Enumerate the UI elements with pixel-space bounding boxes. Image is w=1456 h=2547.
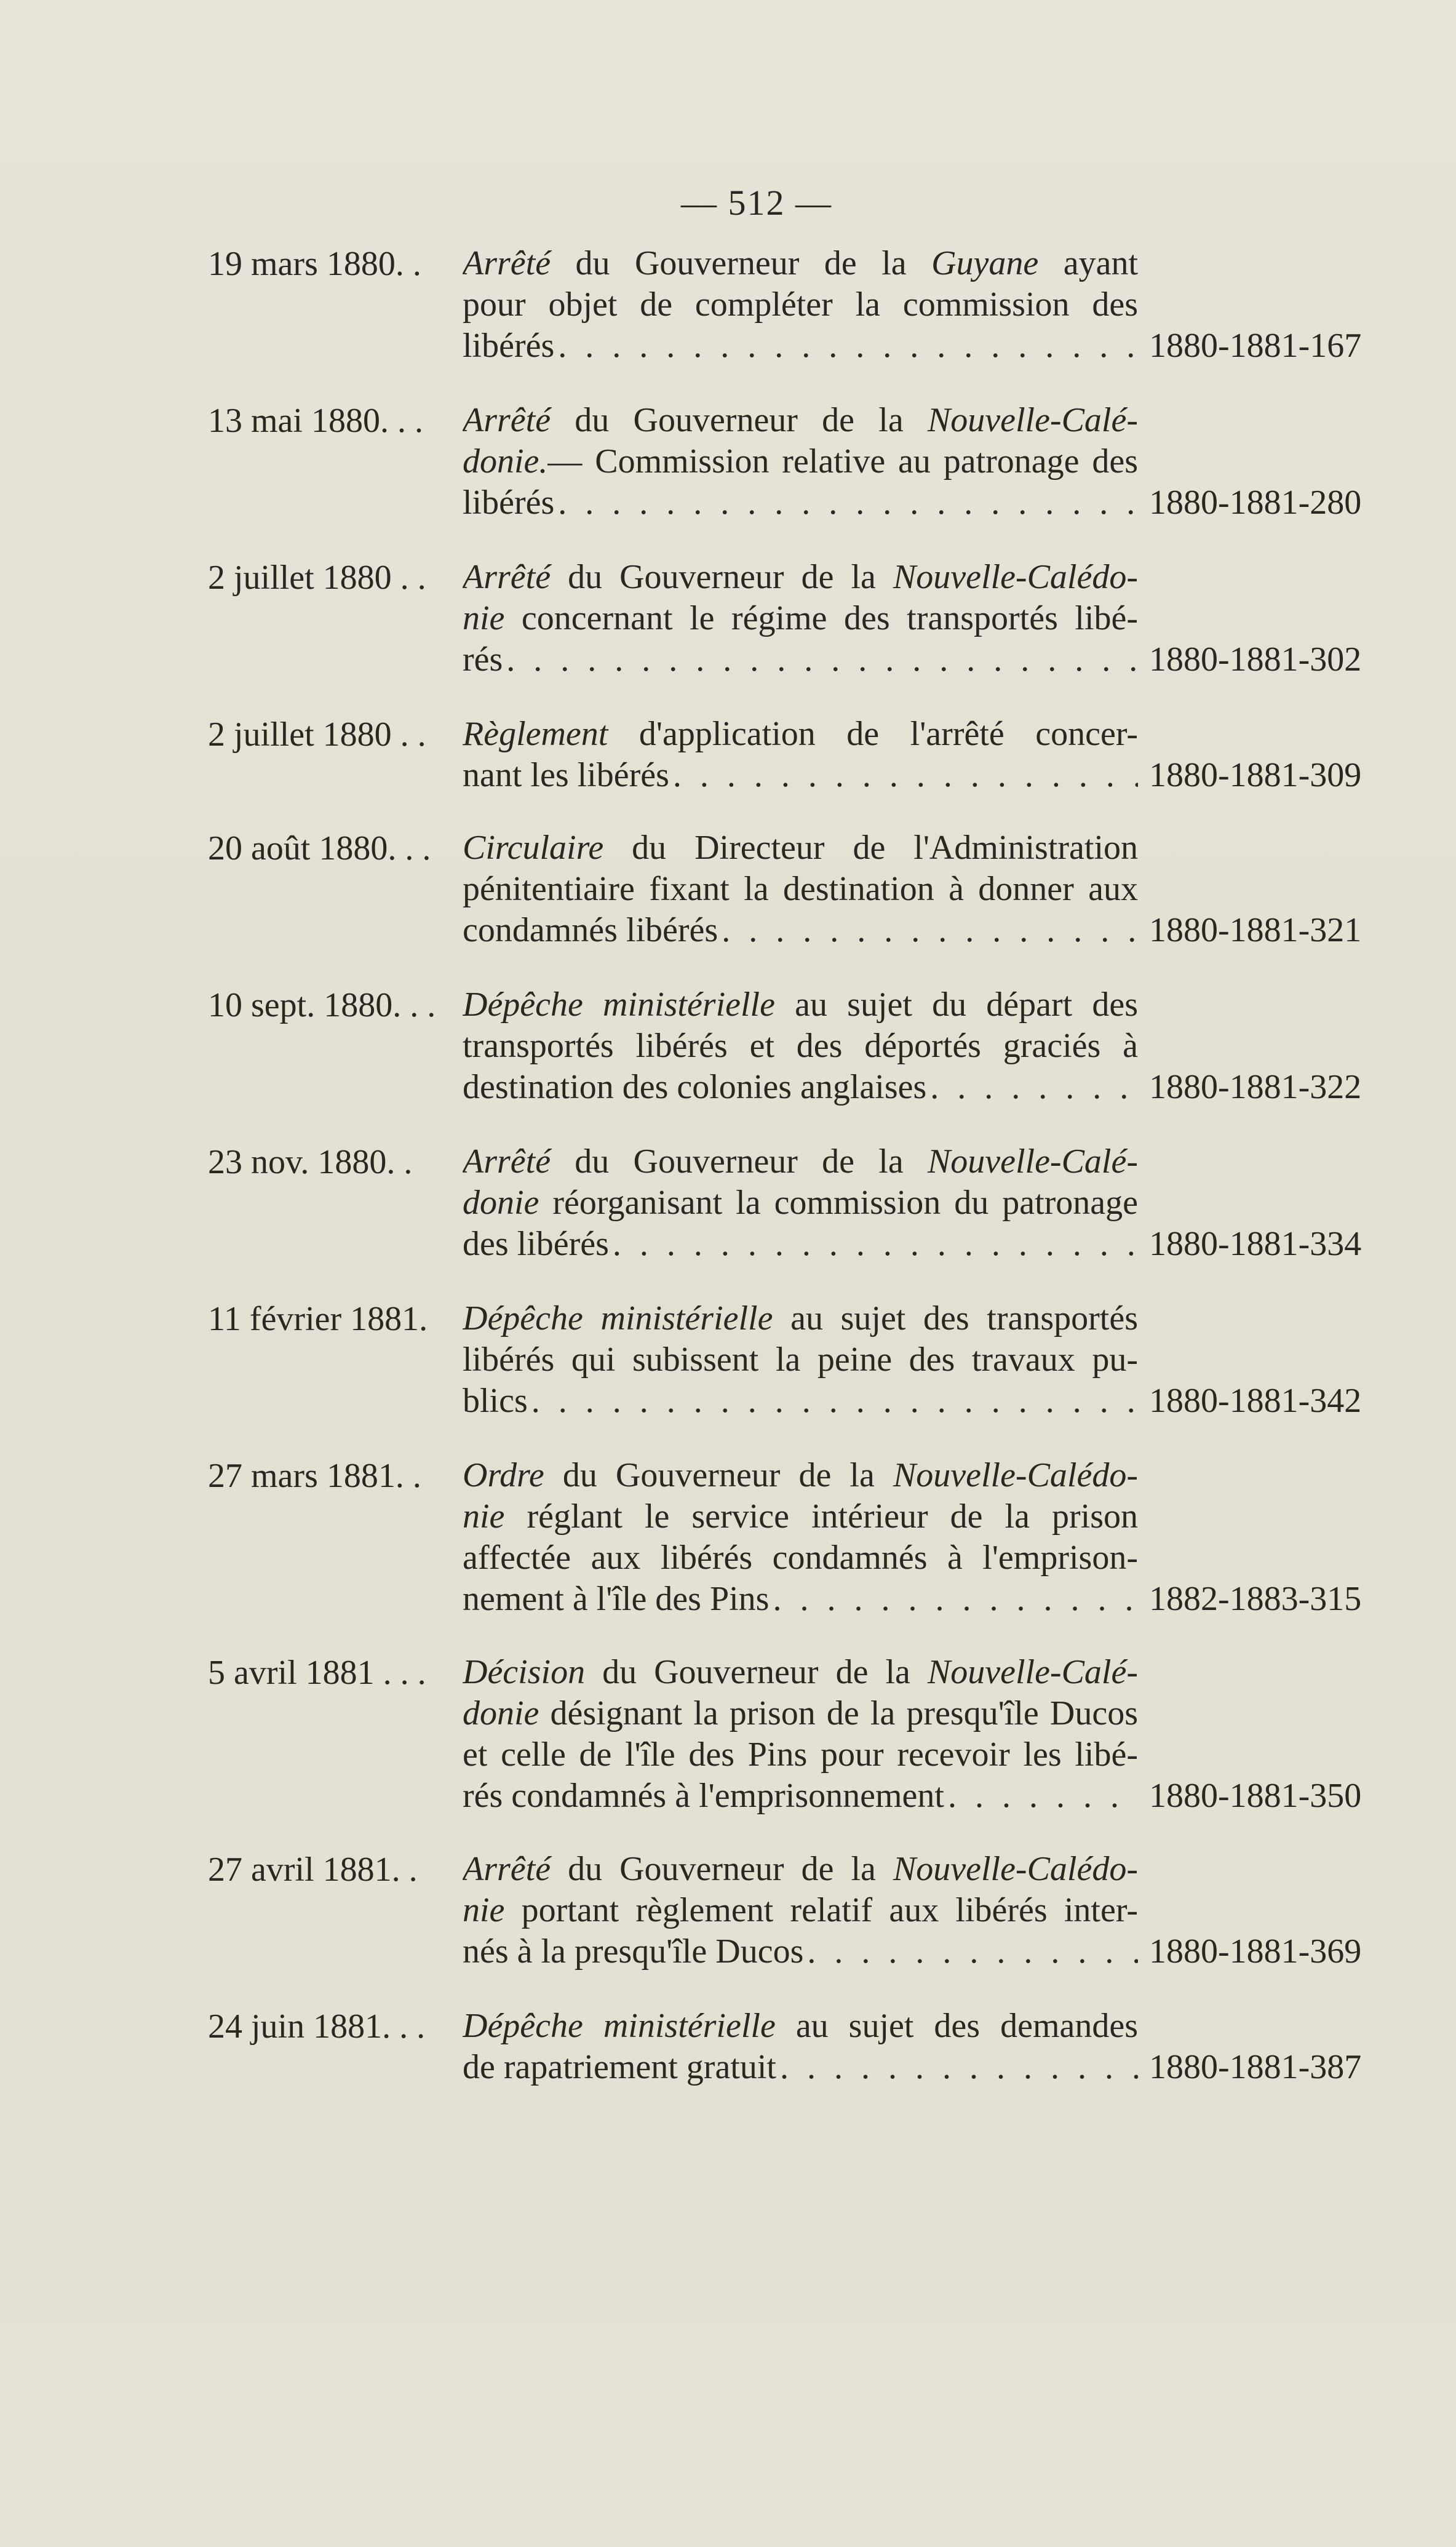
- entry-line: Ordre du Gouverneur de la Nouvelle-Calédo-: [463, 1456, 1138, 1494]
- entry-line: nie portant règlement relatif aux libérés inter-: [463, 1891, 1138, 1929]
- entry-line: transportés libérés et des déportés graciés à: [463, 1027, 1138, 1065]
- entry-line: pénitentiaire fixant la destination à donner aux: [463, 870, 1138, 908]
- entry-line: et celle de l'île des Pins pour recevoir les libé-: [463, 1736, 1138, 1774]
- entry-date: 27 avril 1881. .: [208, 1851, 418, 1889]
- entry-line: Dépêche ministérielle au sujet des demandes: [463, 2007, 1138, 2045]
- entry-description: [463, 1652, 1138, 1817]
- entry-line: condamnés libérés . . .: [463, 910, 1138, 951]
- entry-line: Arrêté du Gouverneur de la Nouvelle-Calédo-: [463, 558, 1138, 596]
- entry-line: nie concernant le régime des transportés libé-: [463, 599, 1138, 637]
- entry-description: [463, 984, 1138, 1108]
- entry-line: de rapatriement gratuit . . .: [463, 2047, 1138, 2088]
- entry-description: [463, 557, 1138, 680]
- entry-description: [463, 1298, 1138, 1422]
- entry-description: [463, 1141, 1138, 1265]
- entry-date: 27 mars 1881. .: [208, 1457, 421, 1495]
- dot-leader: [554, 482, 1138, 524]
- entry-line: Dépêche ministérielle au sujet du départ des: [463, 986, 1138, 1024]
- entry-line: libérés . . .: [463, 325, 1138, 367]
- dot-leader: [503, 639, 1138, 680]
- entry-reference: 1880-1881-350: [1149, 1777, 1362, 1815]
- entry-line: Dépêche ministérielle au sujet des transportés: [463, 1299, 1138, 1337]
- entry-date: 11 février 1881.: [208, 1300, 428, 1338]
- entry-date: 2 juillet 1880 . .: [208, 559, 426, 597]
- entry-description: [463, 1849, 1138, 1972]
- entry-reference: 1880-1881-342: [1149, 1382, 1362, 1420]
- entry-line: libérés qui subissent la peine des travaux pu-: [463, 1341, 1138, 1379]
- entry-reference: 1880-1881-167: [1149, 327, 1362, 365]
- entry-line: libérés . . .: [463, 482, 1138, 524]
- entry-line: nant les libérés . . .: [463, 755, 1138, 796]
- entry-description: [463, 2006, 1138, 2088]
- entry-description: [463, 827, 1138, 951]
- entry-description: [463, 1455, 1138, 1620]
- entry-line: nement à l'île des Pins . . .: [463, 1579, 1138, 1620]
- page-number: — 512 —: [681, 183, 832, 223]
- entry-date: 10 sept. 1880. . .: [208, 986, 436, 1024]
- entry-reference: 1880-1881-334: [1149, 1225, 1362, 1263]
- entry-line: nie réglant le service intérieur de la prison: [463, 1497, 1138, 1536]
- entry-line: pour objet de compléter la commission des: [463, 285, 1138, 324]
- entry-line: nés à la presqu'île Ducos . . .: [463, 1931, 1138, 1972]
- entry-reference: 1880-1881-321: [1149, 911, 1362, 949]
- entry-date: 13 mai 1880. . .: [208, 402, 423, 440]
- entry-reference: 1880-1881-302: [1149, 640, 1362, 679]
- dot-leader: [803, 1931, 1138, 1972]
- entry-date: 24 juin 1881. . .: [208, 2007, 426, 2046]
- entry-line: donie réorganisant la commission du patronage: [463, 1184, 1138, 1222]
- dot-leader: [528, 1381, 1138, 1422]
- entry-line: Arrêté du Gouverneur de la Nouvelle-Calé-: [463, 1142, 1138, 1181]
- dot-leader: [926, 1067, 1138, 1108]
- entry-line: Arrêté du Gouverneur de la Guyane ayant: [463, 244, 1138, 282]
- dot-leader: [769, 1579, 1138, 1620]
- dot-leader: [609, 1224, 1138, 1265]
- dot-leader: [718, 910, 1138, 951]
- dot-leader: [554, 325, 1138, 367]
- entry-date: 5 avril 1881 . . .: [208, 1654, 426, 1692]
- entry-description: [463, 243, 1138, 367]
- entry-line: donie désignant la prison de la presqu'île Ducos: [463, 1694, 1138, 1732]
- entry-description: [463, 714, 1138, 796]
- entry-reference: 1880-1881-309: [1149, 756, 1362, 794]
- entry-date: 23 nov. 1880. .: [208, 1143, 413, 1181]
- entry-date: 20 août 1880. . .: [208, 829, 431, 867]
- entry-line: Arrêté du Gouverneur de la Nouvelle-Calédo-: [463, 1850, 1138, 1888]
- entry-line: Règlement d'application de l'arrêté concer-: [463, 715, 1138, 753]
- entry-date: 2 juillet 1880 . .: [208, 715, 426, 754]
- entry-reference: 1880-1881-322: [1149, 1068, 1362, 1106]
- entry-line: affectée aux libérés condamnés à l'emprison-: [463, 1539, 1138, 1577]
- entry-line: blics . . .: [463, 1381, 1138, 1422]
- dot-leader: [776, 2047, 1138, 2088]
- dot-leader: [944, 1776, 1138, 1817]
- entry-line: Décision du Gouverneur de la Nouvelle-Calé-: [463, 1653, 1138, 1691]
- entry-line: Arrêté du Gouverneur de la Nouvelle-Calé-: [463, 401, 1138, 439]
- entry-line: donie.— Commission relative au patronage des: [463, 442, 1138, 480]
- entry-reference: 1882-1883-315: [1149, 1580, 1362, 1618]
- entry-line: rés . . .: [463, 639, 1138, 680]
- entry-line: Circulaire du Directeur de l'Administration: [463, 829, 1138, 867]
- entry-description: [463, 400, 1138, 524]
- entry-line: rés condamnés à l'emprisonnement . . .: [463, 1776, 1138, 1817]
- entry-line: des libérés . . .: [463, 1224, 1138, 1265]
- dot-leader: [669, 755, 1138, 796]
- entry-reference: 1880-1881-387: [1149, 2048, 1362, 2086]
- entry-reference: 1880-1881-280: [1149, 484, 1362, 522]
- entry-line: destination des colonies anglaises . . .: [463, 1067, 1138, 1108]
- entry-date: 19 mars 1880. .: [208, 245, 421, 283]
- entry-reference: 1880-1881-369: [1149, 1932, 1362, 1971]
